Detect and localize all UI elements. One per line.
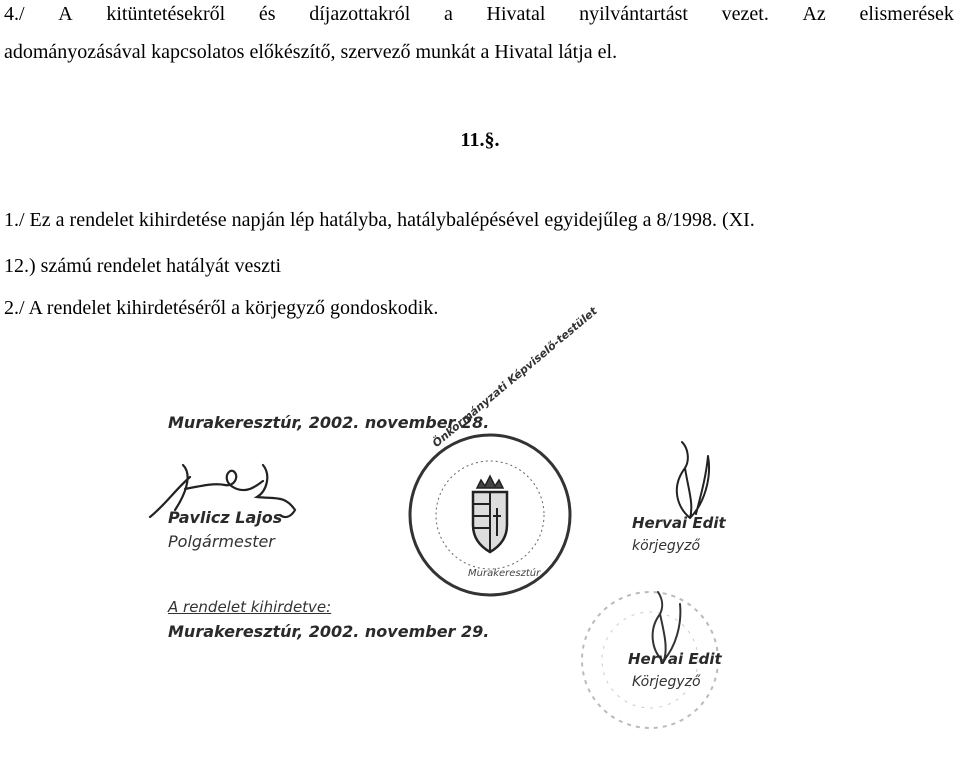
notary-title: körjegyző <box>632 538 701 554</box>
word: díjazottakról <box>309 3 411 25</box>
word: elismerések <box>859 3 954 25</box>
paragraph-1-line-2: 12.) számú rendelet hatályát veszti <box>4 255 282 277</box>
mayor-name: Pavlicz Lajos <box>168 508 283 527</box>
seal-ring-text: Önkormányzati Képviselő-testület <box>430 304 600 450</box>
word: Hivatal <box>486 3 546 25</box>
mayor-title: Polgármester <box>168 532 275 551</box>
word: a <box>443 3 453 25</box>
word: 4./ <box>4 3 25 25</box>
notary-name: Hervai Edit <box>632 514 726 532</box>
section-heading: 11.§. <box>460 129 500 151</box>
word: nyilvántartást <box>579 3 688 25</box>
paragraph-1-line-1: 1./ Ez a rendelet kihirdetése napján lép hatályba, hatálybalépésével egyidejűleg a 8/1998. (XI. <box>4 209 755 231</box>
paragraph-4-line-1 <box>4 2 954 26</box>
word: és <box>258 3 276 25</box>
paragraph-2-line-1: 2./ A rendelet kihirdetéséről a körjegyző gondoskodik. <box>4 297 439 319</box>
notary-signature <box>660 438 730 523</box>
word: Az <box>802 3 826 25</box>
signing-place-date: Murakeresztúr, 2002. november 28. <box>168 413 490 432</box>
word: vezet. <box>721 3 769 25</box>
paragraph-4-line-2: adományozásával kapcsolatos előkészítő, szervező munkát a Hivatal látja el. <box>4 41 618 63</box>
announcement-label: A rendelet kihirdetve: <box>168 598 332 616</box>
word: kitüntetésekről <box>106 3 226 25</box>
seal-bottom-text: Murakeresztúr <box>468 568 541 579</box>
word: A <box>58 3 73 25</box>
announcement-date: Murakeresztúr, 2002. november 29. <box>168 622 490 641</box>
notary2-name: Hervai Edit <box>628 650 722 668</box>
notary2-title: Körjegyző <box>632 674 701 690</box>
